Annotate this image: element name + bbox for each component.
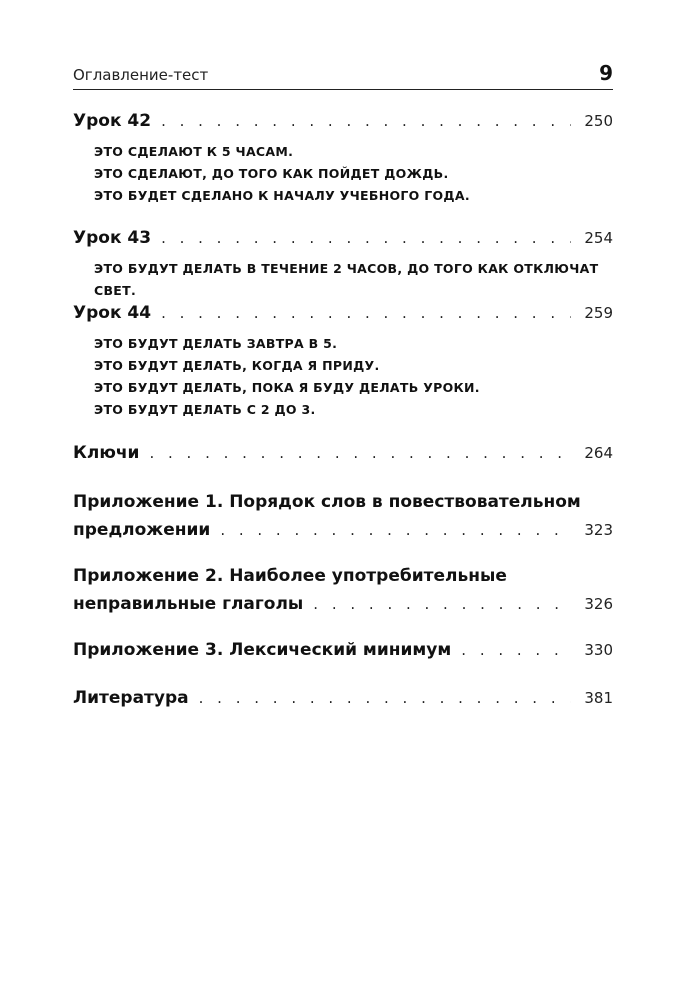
toc-page-number: 264 [584,444,613,462]
toc-subitem: ЭТО БУДУТ ДЕЛАТЬ ЗАВТРА В 5. [94,336,338,351]
toc-page-number: 323 [584,521,613,539]
toc-subitem: ЭТО БУДЕТ СДЕЛАНО К НАЧАЛУ УЧЕБНОГО ГОДА. [94,188,470,203]
toc-subitem: ЭТО СДЕЛАЮТ К 5 ЧАСАМ. [94,144,294,159]
running-header [73,60,613,90]
toc-line [73,111,613,141]
toc-line [73,228,613,258]
toc-line [73,303,613,333]
page-number: 9 [599,61,613,85]
toc-subitem-list [73,141,613,207]
toc-line [73,688,613,718]
dot-leader [161,229,571,247]
dot-leader [461,641,571,659]
dot-leader [161,304,571,322]
toc-subitem-list [73,258,613,302]
header-rule [73,89,613,90]
toc-entry-appendix-2 [73,566,613,622]
toc-line [73,566,613,594]
toc-subitem-list [73,333,613,421]
toc-entry-keys [73,443,613,473]
toc-entry-lesson-44 [73,303,613,421]
dot-leader [149,444,571,462]
toc-entry-title: Приложение 3. Лексический минимум [73,640,452,660]
toc-page-number: 254 [584,229,613,247]
dot-leader [313,595,571,613]
toc-entry-title: Литература [73,688,189,708]
toc-page-number: 250 [584,112,613,130]
dot-leader [161,112,571,130]
toc-subitem: ЭТО БУДУТ ДЕЛАТЬ С 2 ДО 3. [94,402,316,417]
toc-line [73,492,613,520]
toc-entry-lesson-42 [73,111,613,207]
toc-line [73,443,613,473]
toc-entry-title: Урок 43 [73,228,152,248]
toc-entry-title-line-1: Приложение 1. Порядок слов в повествовательном [73,492,581,512]
toc-page-number: 330 [584,641,613,659]
toc-entry-title: Ключи [73,443,140,463]
toc-subitem: ЭТО СДЕЛАЮТ, ДО ТОГО КАК ПОЙДЕТ ДОЖДЬ. [94,166,449,181]
toc-page-number: 259 [584,304,613,322]
running-header-title: Оглавление-тест [73,66,209,84]
toc-entry-title-line-2: неправильные глаголы [73,594,304,614]
toc-entry-title-line-2: предложении [73,520,211,540]
toc-subitem: ЭТО БУДУТ ДЕЛАТЬ В ТЕЧЕНИЕ 2 ЧАСОВ, ДО ТОГО КАК ОТКЛЮЧАТ СВЕТ. [94,261,599,298]
toc-line [73,520,613,548]
dot-leader [220,521,571,539]
toc-entry-title: Урок 42 [73,111,152,131]
toc-entry-title-line-1: Приложение 2. Наиболее употребительные [73,566,507,586]
dot-leader [199,689,571,707]
toc-line [73,594,613,622]
toc-entry-lesson-43 [73,228,613,302]
toc-page-number: 381 [584,689,613,707]
toc-subitem: ЭТО БУДУТ ДЕЛАТЬ, КОГДА Я ПРИДУ. [94,358,380,373]
toc-entry-title: Урок 44 [73,303,152,323]
toc-line [73,640,613,670]
toc-entry-literature [73,688,613,718]
toc-entry-appendix-3 [73,640,613,670]
toc-entry-appendix-1 [73,492,613,548]
toc-subitem: ЭТО БУДУТ ДЕЛАТЬ, ПОКА Я БУДУ ДЕЛАТЬ УРОКИ. [94,380,480,395]
toc-page-number: 326 [584,595,613,613]
